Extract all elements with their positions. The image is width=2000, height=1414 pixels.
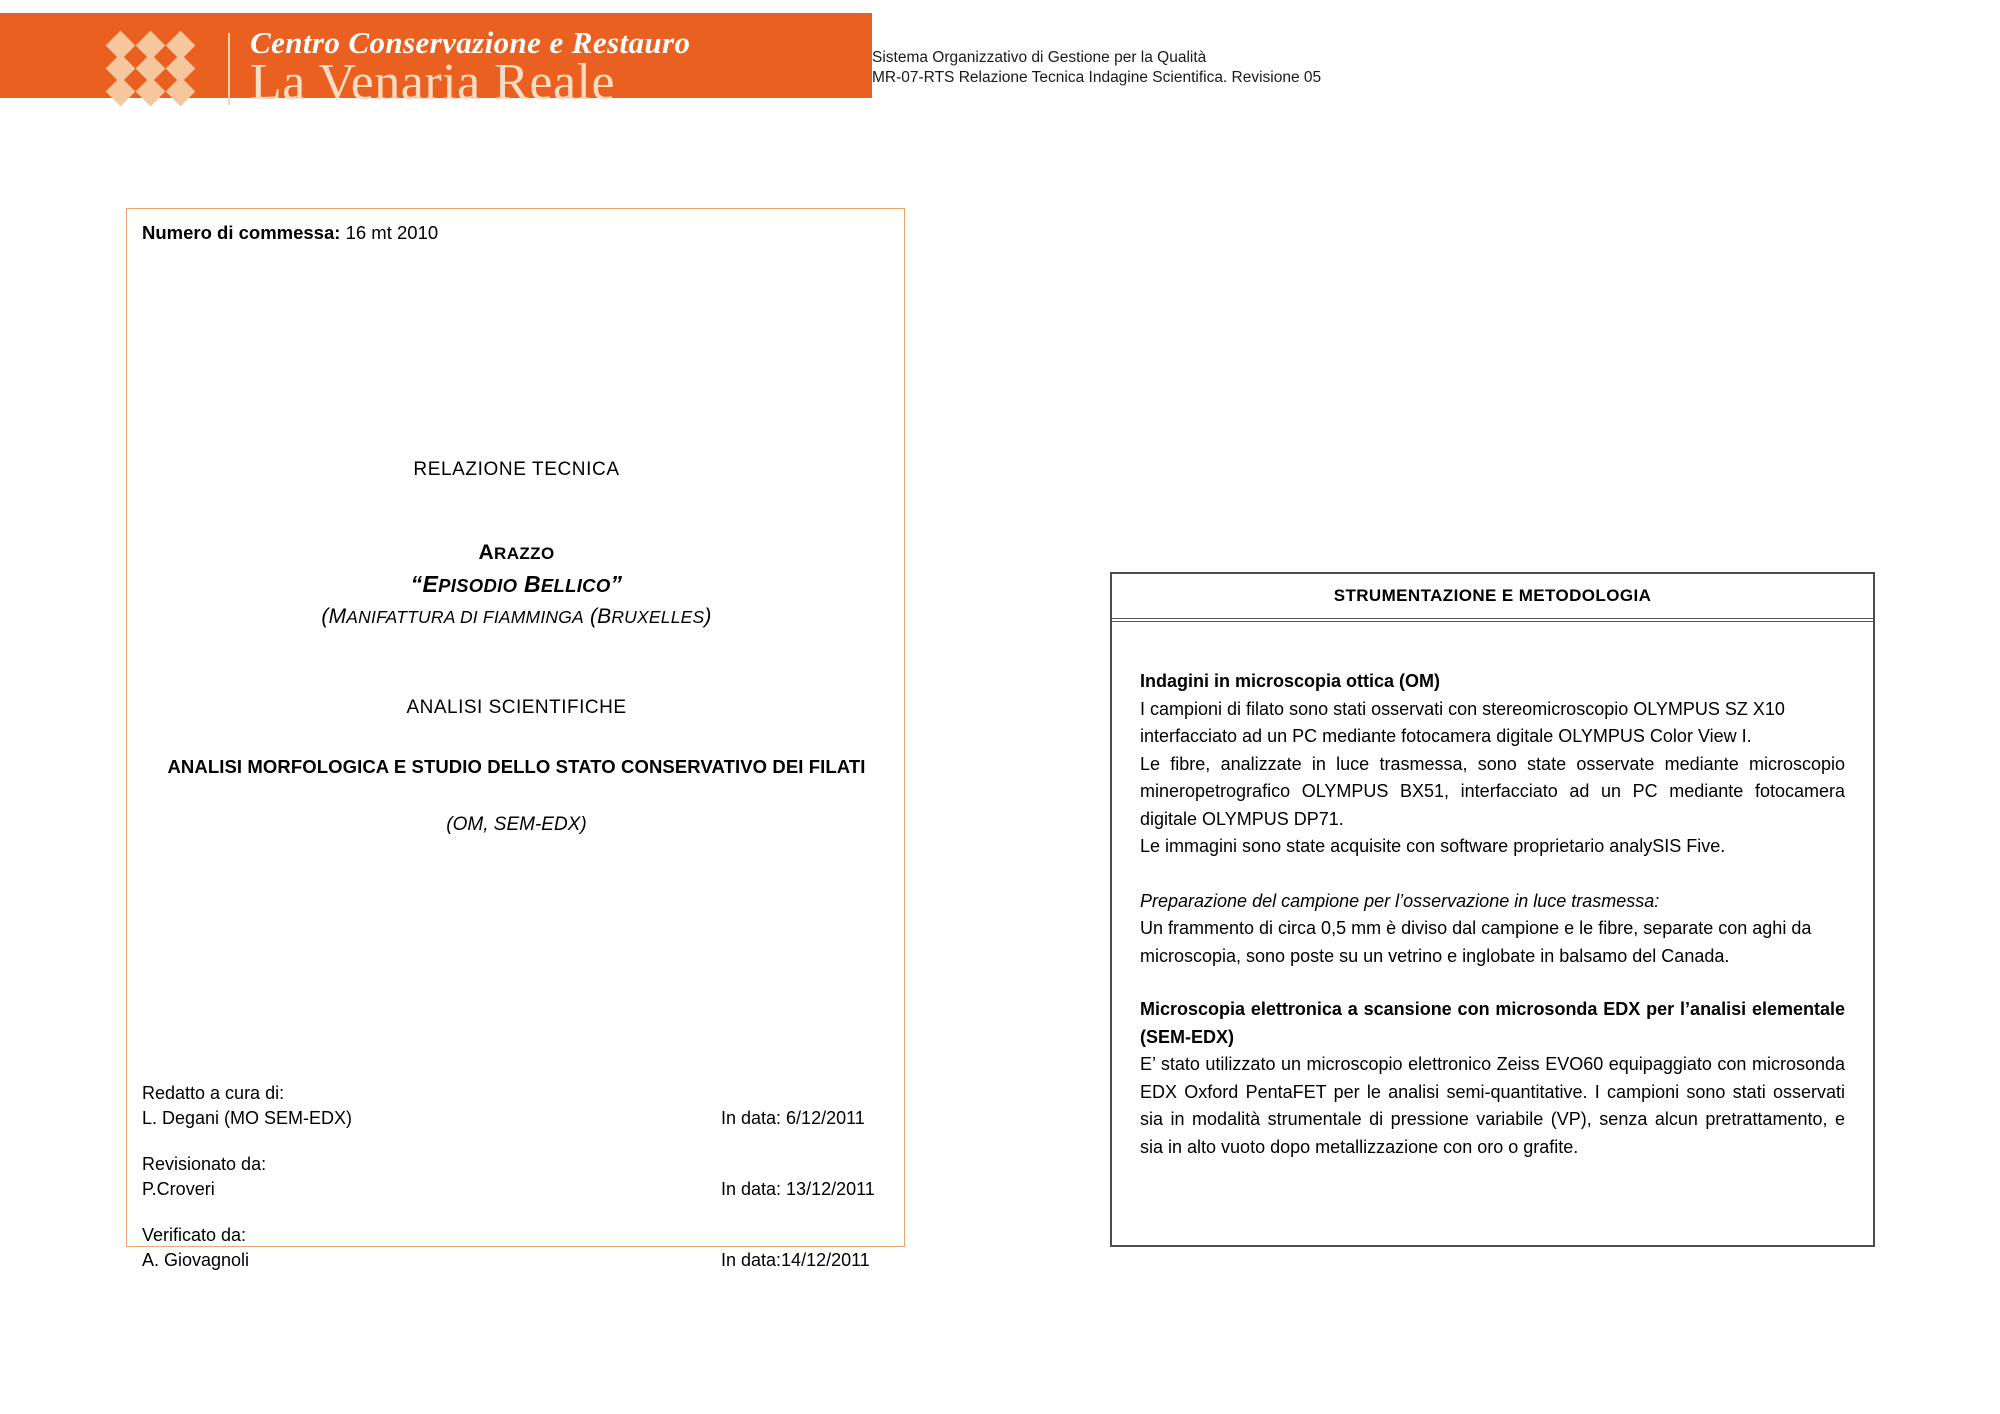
artwork-type-initial: A: [478, 541, 495, 564]
signature-group-verifier: [142, 1223, 891, 1273]
prep-section-heading: Preparazione del campione per l’osservazione in luce trasmessa:: [1140, 890, 1660, 911]
signature-date-verifier: In data:14/12/2011: [721, 1250, 870, 1270]
diamond-lozenge-icon: [110, 35, 200, 103]
logo-line-venaria: La Venaria Reale: [250, 54, 616, 111]
signature-name-verifier: A. Giovagnoli: [142, 1250, 250, 1270]
signature-block: [142, 1081, 891, 1273]
artwork-type-rest: RAZZO: [494, 544, 555, 563]
signature-name-reviewer: P.Croveri: [142, 1179, 215, 1199]
header-meta-line-2: MR-07-RTS Relazione Tecnica Indagine Scientifica. Revisione 05: [872, 69, 1322, 86]
om-paragraph-1: I campioni di filato sono stati osservati con stereomicroscopio OLYMPUS SZ X10 interfacciato ad un PC mediante fotocamera digitale OLYMPUS Color View I.: [1140, 698, 1785, 746]
sem-section-heading: Microscopia elettronica a scansione con microsonda EDX per l’analisi elementale (SEM-EDX): [1140, 999, 1845, 1047]
methodology-panel: [1110, 572, 1875, 1247]
signature-date-author: In data: 6/12/2011: [721, 1108, 865, 1128]
signature-role-verifier: Verificato da:: [142, 1225, 247, 1245]
logo-divider: [228, 33, 230, 105]
spacer-prep-sem: [1140, 970, 1845, 996]
methodology-body: [1112, 622, 1873, 1161]
analysis-section-title: ANALISI MORFOLOGICA E STUDIO DELLO STATO CONSERVATIVO DEI FILATI: [167, 756, 866, 777]
document-type-label: RELAZIONE TECNICA: [413, 459, 620, 480]
commission-number-line: [142, 221, 438, 245]
signature-group-author: [142, 1081, 891, 1131]
artwork-type-title: [127, 541, 906, 565]
analysis-section-label: ANALISI SCIENTIFICHE: [406, 697, 627, 718]
commission-number-label: Numero di commessa:: [142, 222, 341, 243]
signature-row-reviewer: [142, 1177, 891, 1202]
page-header: [0, 0, 2000, 110]
spacer-om-prep: [1140, 861, 1845, 888]
logo-wordmark: [250, 25, 850, 111]
signature-group-reviewer: [142, 1152, 891, 1202]
header-document-reference: [872, 48, 1872, 88]
om-paragraph-3: Le immagini sono state acquisite con software proprietario analySIS Five.: [1140, 836, 1726, 856]
cover-center-block: [127, 459, 906, 836]
prep-paragraph-1: Un frammento di circa 0,5 mm è diviso dal campione e le fibre, separate con aghi da microscopia, sono poste su un vetrino e inglobate in balsamo del Canada.: [1140, 918, 1812, 966]
sem-paragraph-1: E’ stato utilizzato un microscopio elettronico Zeiss EVO60 equipaggiato con microsonda EDX Oxford PentaFET per le analisi semi-quantitative. I campioni sono stati osservati sia in modalità strumentale di pressione variabile (VP), senza alcun pretrattamento, e sia in alto vuoto dopo metallizzazione con oro o grafite.: [1140, 1054, 1845, 1157]
signature-role-author: Redatto a cura di:: [142, 1083, 285, 1103]
artwork-title-block: [127, 541, 906, 629]
header-meta-line-1: Sistema Organizzativo di Gestione per la Qualità: [872, 49, 1207, 66]
brand-banner: [0, 13, 872, 111]
methodology-title-bar: [1112, 574, 1873, 622]
om-paragraph-2: Le fibre, analizzate in luce trasmessa, sono state osservate mediante microscopio mineropetrografico OLYMPUS BX51, interfacciato ad un PC mediante fotocamera digitale OLYMPUS DP71.: [1140, 753, 1845, 829]
artwork-name-title: “EPISODIO BELLICO”: [410, 571, 623, 597]
signature-name-author: L. Degani (MO SEM-EDX): [142, 1108, 353, 1128]
signature-date-reviewer: In data: 13/12/2011: [721, 1179, 875, 1199]
signature-row-verifier: [142, 1248, 891, 1273]
om-section-heading: Indagini in microscopia ottica (OM): [1140, 671, 1441, 691]
methodology-title: STRUMENTAZIONE E METODOLOGIA: [1333, 586, 1652, 605]
signature-role-reviewer: Revisionato da:: [142, 1154, 267, 1174]
logo-line-centro: Centro Conservazione e Restauro: [250, 25, 691, 60]
artwork-origin-title: (MANIFATTURA DI FIAMMINGA (BRUXELLES): [321, 605, 712, 628]
analysis-techniques-label: (OM, SEM-EDX): [446, 814, 587, 835]
cover-sheet-box: [126, 208, 905, 1270]
signature-row-author: [142, 1106, 891, 1131]
commission-number-value: 16 mt 2010: [345, 222, 439, 243]
